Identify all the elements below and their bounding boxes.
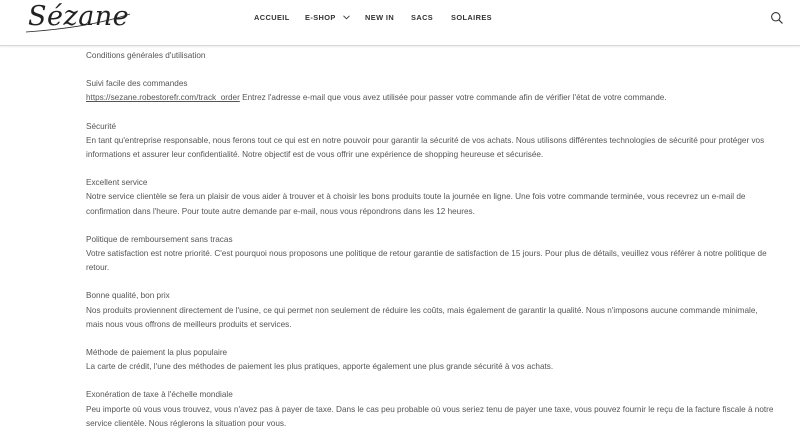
- section-body: En tant qu'entreprise responsable, nous ferons tout ce qui est en notre pouvoir pour garantir la sécurité de vos achats. Nous utilisons différentes technologies de sécurité pour protéger vos informations et assurer leur confidentialité. Notre objectif est de vous offrir une expérience de shopping heureuse et sécurisée.: [86, 135, 765, 160]
- section-refund: [86, 233, 776, 276]
- nav-item-sacs[interactable]: [411, 13, 433, 22]
- nav-item-label: SOLAIRES: [451, 13, 492, 22]
- section-body-text: Entrez l'adresse e-mail que vous avez utilisée pour passer votre commande afin de vérifier l'état de votre commande.: [239, 93, 667, 103]
- section-title: Politique de remboursement sans tracas: [86, 234, 233, 244]
- section-quality: [86, 289, 776, 332]
- section-body: Notre service clientèle se fera un plaisir de vous aider à trouver et à choisir les bons produits toute la journée en ligne. Une fois votre commande terminée, vous recevrez un e-mail de confirmation dans l'heure. Pour toute autre demande par e-mail, nous vous répondrons dans les 12 heures.: [86, 192, 746, 216]
- search-button[interactable]: [770, 11, 784, 25]
- section-title: Méthode de paiement la plus populaire: [86, 348, 228, 358]
- main-nav: [0, 13, 800, 25]
- section-service: [86, 176, 776, 219]
- nav-item-eshop[interactable]: [305, 13, 350, 22]
- terms-content: [86, 49, 776, 445]
- nav-item-new-in[interactable]: [365, 13, 394, 22]
- section-title: Sécurité: [86, 121, 117, 131]
- section-title: Suivi facile des commandes: [86, 79, 188, 89]
- site-header: [0, 0, 800, 46]
- track-order-link[interactable]: https://sezane.robestorefr.com/track_order: [86, 93, 240, 103]
- nav-item-accueil[interactable]: [254, 13, 290, 22]
- section-body: Nos produits proviennent directement de l'usine, ce qui permet non seulement de réduire les coûts, mais également de garantir la qualité. Nous n'imposons aucune commande minimale, mais nous vous offrons de meilleurs produits et services.: [86, 305, 758, 329]
- section-body: La carte de crédit, l'une des méthodes de paiement les plus pratiques, apporte également une plus grande sécurité à vos achats.: [86, 362, 554, 372]
- nav-item-label: E-SHOP: [305, 13, 336, 22]
- logo-text: Sézane: [28, 1, 130, 32]
- nav-item-label: ACCUEIL: [254, 13, 290, 22]
- section-payment: [86, 346, 776, 374]
- section-security: [86, 120, 776, 163]
- nav-item-label: SACS: [411, 13, 434, 22]
- nav-item-label: NEW IN: [365, 13, 395, 22]
- search-icon: [770, 11, 784, 25]
- section-title: Excellent service: [86, 178, 148, 188]
- section-order-tracking: [86, 77, 776, 105]
- section-body: Peu importe où vous vous trouvez, vous n'avez pas à payer de taxe. Dans le cas peu probable où vous seriez tenu de payer une taxe, vous pouvez fournir le reçu de la facture fiscale à notre service clientèle. Nous réglerons la situation pour vous.: [86, 404, 774, 428]
- section-body: Votre satisfaction est notre priorité. C'est pourquoi nous proposons une politique de retour garantie de satisfaction de 15 jours. Pour plus de détails, veuillez vous référer à notre politique de retour.: [86, 249, 767, 273]
- nav-item-solaires[interactable]: [451, 13, 492, 22]
- page-title: Conditions générales d'utilisation: [86, 51, 206, 60]
- section-body: [86, 91, 776, 105]
- section-title: Bonne qualité, bon prix: [86, 291, 170, 301]
- section-title: Exonération de taxe à l'échelle mondiale: [86, 390, 233, 400]
- chevron-down-icon: [343, 13, 350, 22]
